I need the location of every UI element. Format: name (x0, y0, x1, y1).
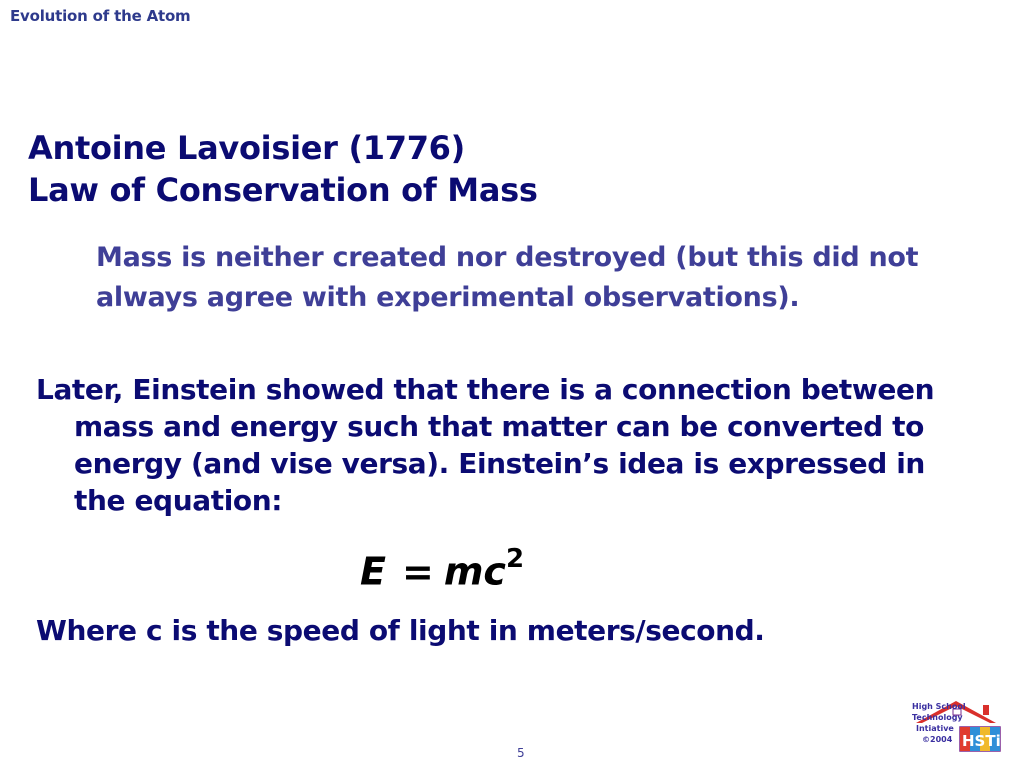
einstein-paragraph: Later, Einstein showed that there is a connection between mass and energy such that matter can be converted to energy (and vise versa). Einstein’s idea is expressed in the equation: (36, 373, 935, 517)
hsti-logo (910, 697, 1002, 753)
law-statement: Mass is neither created nor destroyed (but this did not always agree with experimental observations). (96, 242, 919, 313)
slide-title (28, 127, 538, 211)
logo-text-line-4: ©2004 (922, 735, 953, 744)
title-line-2: Law of Conservation of Mass (28, 171, 538, 209)
speed-of-light-note: Where c is the speed of light in meters/second. (36, 614, 765, 647)
slide-header: Evolution of the Atom (10, 7, 191, 25)
equation-rhs: mc (443, 549, 506, 594)
logo-text-line-3: Intiative (916, 724, 954, 733)
logo-letters: HSTi (962, 732, 1001, 750)
logo-text-line-1: High School (912, 702, 966, 711)
page-number: 5 (517, 746, 525, 760)
equation-equals: = (401, 549, 434, 594)
equation-exponent: 2 (505, 544, 525, 574)
equation (360, 544, 525, 594)
equation-lhs: E (360, 549, 386, 594)
logo-text-line-2: Technology (912, 713, 963, 722)
title-line-1: Antoine Lavoisier (1776) (28, 129, 465, 167)
